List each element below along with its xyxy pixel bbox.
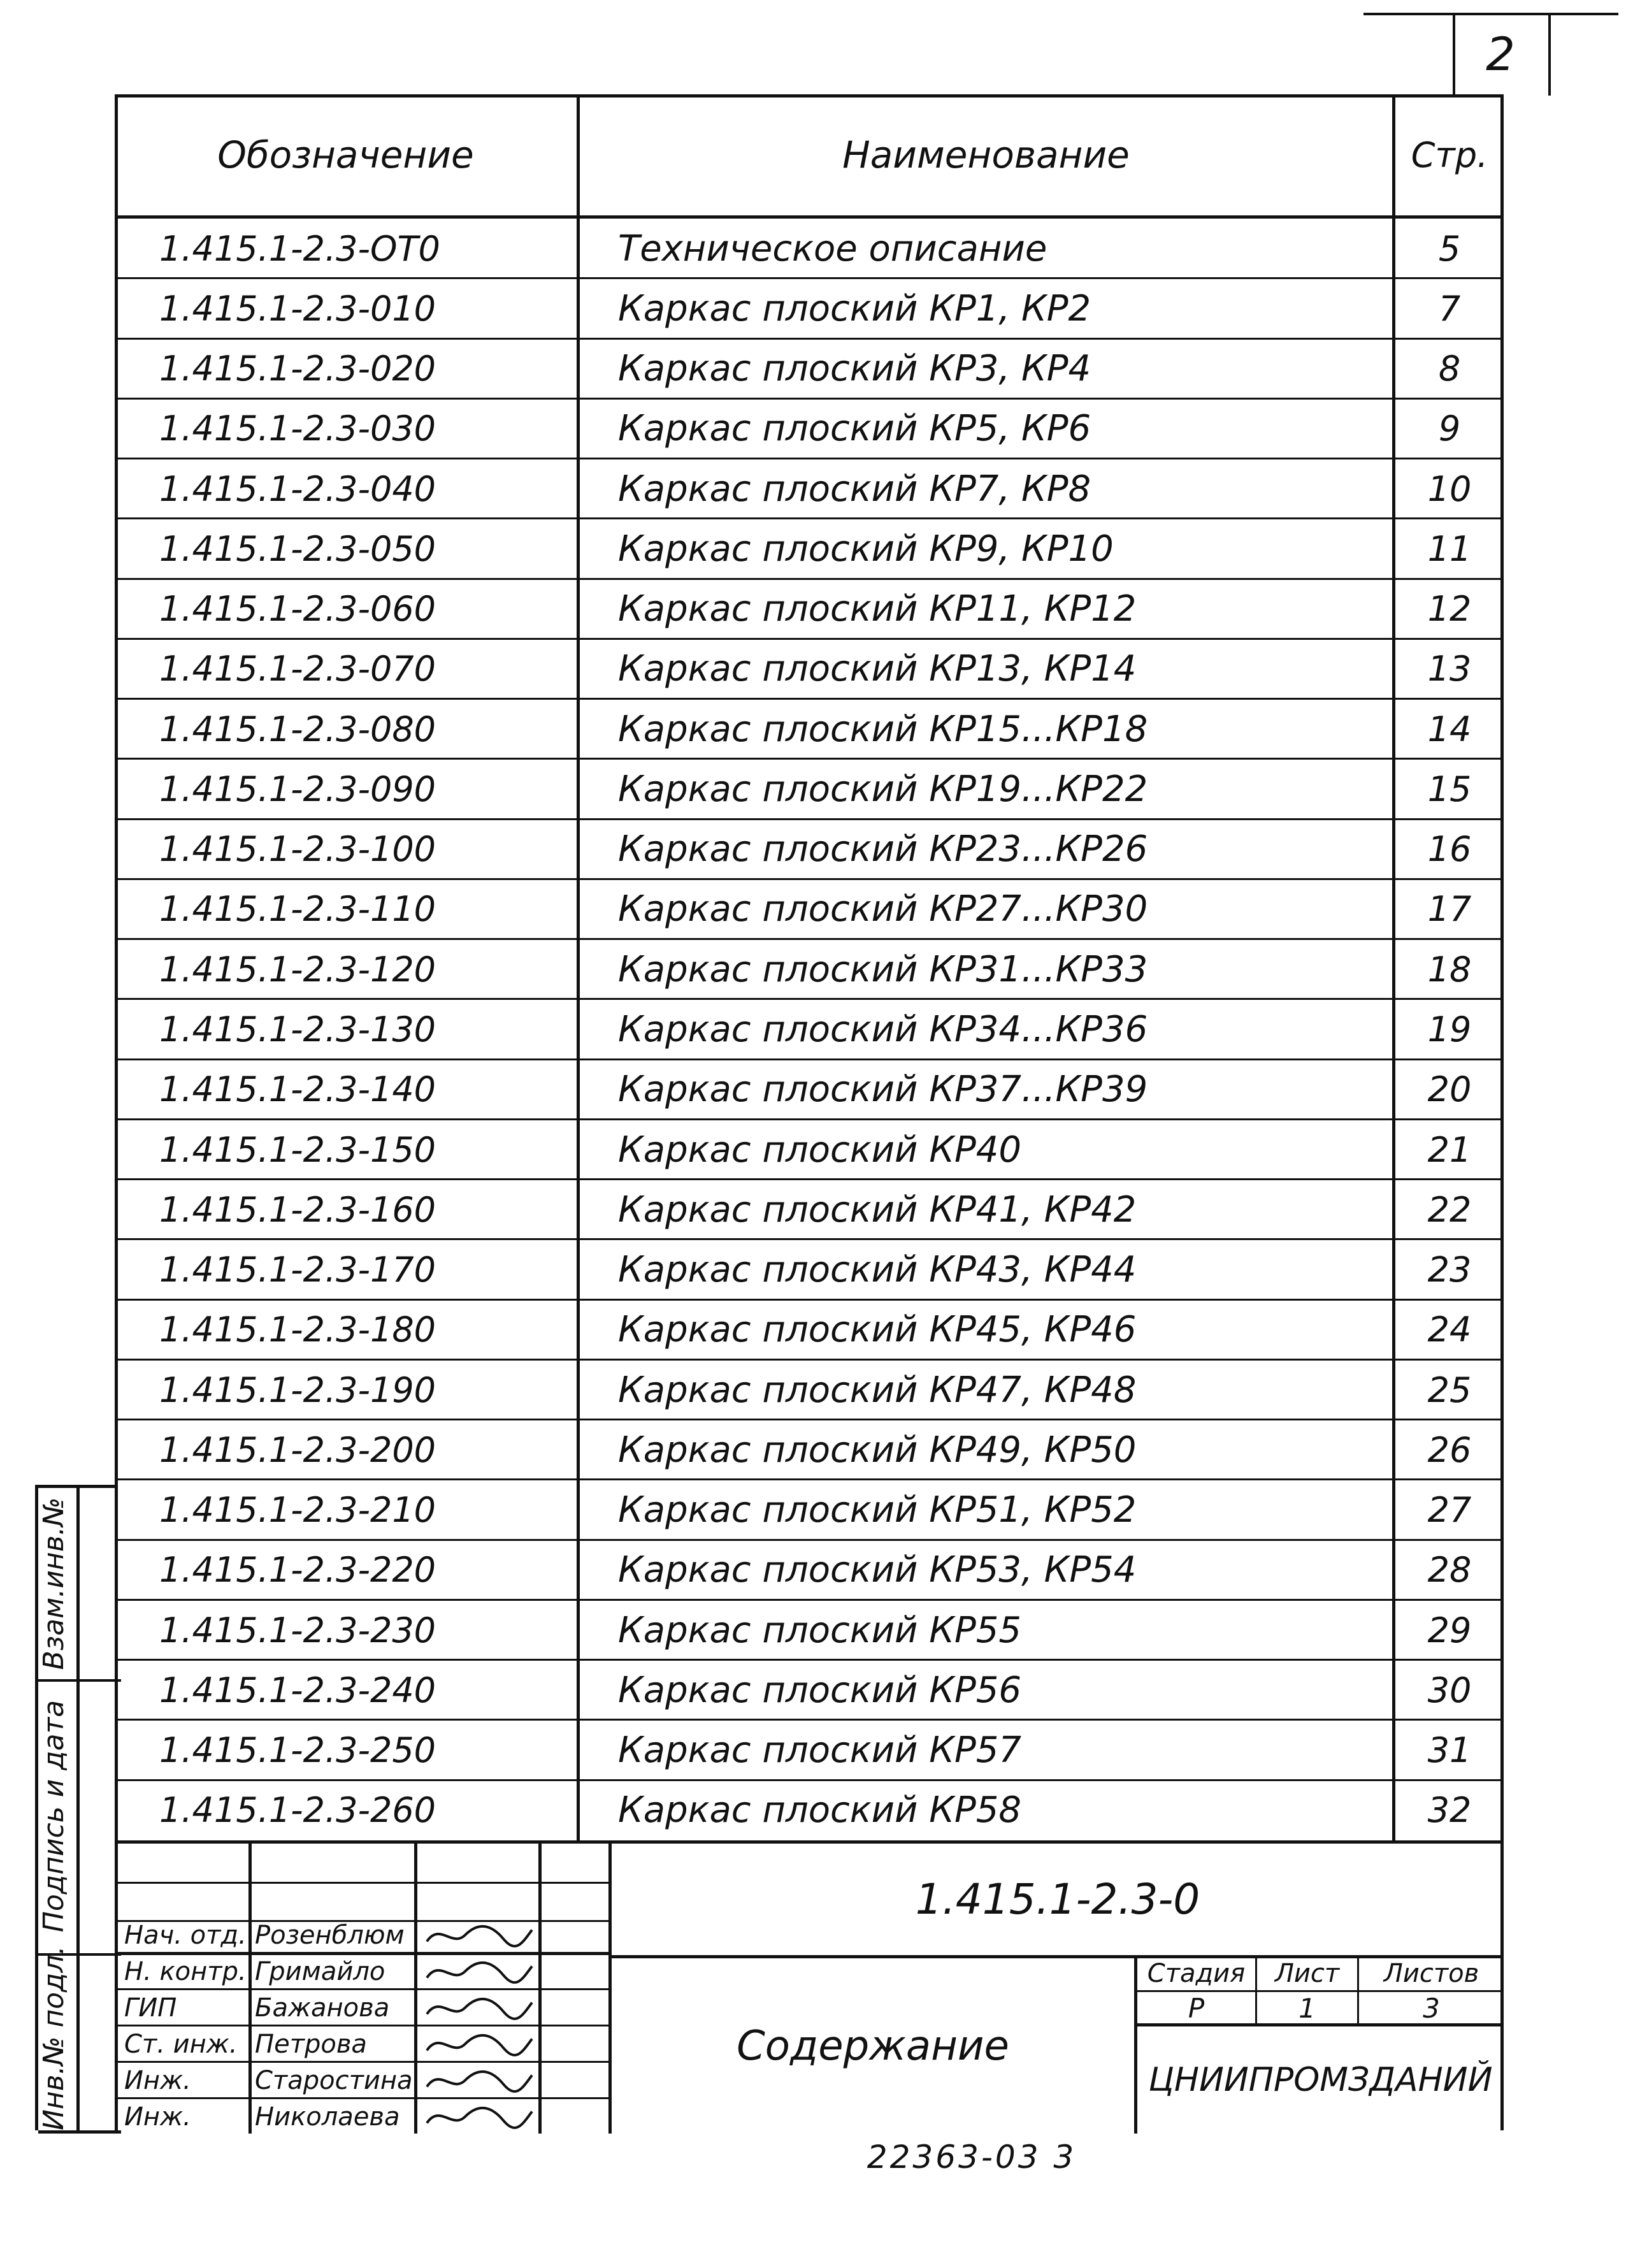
- row-page: 5: [1438, 228, 1461, 269]
- signature-scribble: [421, 1917, 535, 1953]
- row-name: Каркас плоский КР7, КР8: [618, 468, 1091, 510]
- row-page: 28: [1427, 1550, 1472, 1591]
- stage-value: Р: [1188, 1992, 1205, 2024]
- contents-table: [115, 94, 1504, 1840]
- title-block: [115, 1840, 1504, 2130]
- signer-role: Ст. инж.: [124, 2029, 238, 2059]
- row-page: 24: [1427, 1310, 1472, 1350]
- signer-name: Петрова: [255, 2029, 367, 2059]
- footer-code: 22363-03 3: [867, 2139, 1077, 2176]
- signer-role: ГИП: [124, 1993, 177, 2023]
- signers-list: [115, 1917, 612, 2134]
- row-name: Каркас плоский КР31...КР33: [618, 948, 1148, 990]
- replaces-inv-label: Взам.инв.№: [38, 1497, 70, 1670]
- row-designation: 1.415.1-2.3-110: [159, 889, 436, 930]
- row-designation: 1.415.1-2.3-180: [159, 1310, 436, 1350]
- row-page: 15: [1427, 769, 1472, 809]
- row-name: Каркас плоский КР27...КР30: [618, 888, 1148, 930]
- side-stamp: [35, 1485, 118, 2130]
- row-name: Каркас плоский КР40: [618, 1129, 1022, 1171]
- row-name: Каркас плоский КР15...КР18: [618, 708, 1148, 750]
- signature-scribble: [421, 1990, 535, 2026]
- signer-name: Старостина: [255, 2065, 413, 2095]
- column-header-page: Стр.: [1411, 134, 1488, 175]
- row-page: 27: [1427, 1490, 1472, 1531]
- row-name: Каркас плоский КР53, КР54: [618, 1549, 1137, 1591]
- row-designation: 1.415.1-2.3-060: [159, 589, 436, 630]
- row-name: Каркас плоский КР34...КР36: [618, 1008, 1148, 1050]
- row-designation: 1.415.1-2.3-040: [159, 468, 436, 509]
- signer-name: Бажанова: [255, 1993, 390, 2023]
- row-name: Каркас плоский КР51, КР52: [618, 1489, 1137, 1531]
- signer-role: Н. контр.: [124, 1956, 247, 1986]
- row-page: 7: [1438, 288, 1461, 329]
- row-name: Каркас плоский КР1, КР2: [618, 287, 1091, 329]
- row-name: Каркас плоский КР45, КР46: [618, 1309, 1137, 1351]
- column-header-designation: Обозначение: [217, 133, 474, 177]
- sheet-label: Лист: [1274, 1959, 1340, 1988]
- row-designation: 1.415.1-2.3-220: [159, 1550, 436, 1591]
- row-name: Каркас плоский КР3, КР4: [618, 348, 1091, 390]
- signer-role: Нач. отд.: [124, 1920, 247, 1950]
- row-page: 18: [1427, 949, 1472, 990]
- row-page: 20: [1427, 1069, 1472, 1110]
- row-name: Каркас плоский КР9, КР10: [618, 528, 1114, 570]
- stage-label: Стадия: [1147, 1959, 1246, 1988]
- document-code: 1.415.1-2.3-0: [915, 1875, 1200, 1924]
- row-name: Каркас плоский КР49, КР50: [618, 1429, 1137, 1471]
- row-page: 26: [1427, 1429, 1472, 1470]
- row-designation: 1.415.1-2.3-250: [159, 1730, 436, 1771]
- row-designation: 1.415.1-2.3-090: [159, 769, 436, 809]
- row-designation: 1.415.1-2.3-150: [159, 1129, 436, 1170]
- row-designation: 1.415.1-2.3-170: [159, 1250, 436, 1290]
- row-designation: 1.415.1-2.3-030: [159, 408, 436, 449]
- row-name: Каркас плоский КР11, КР12: [618, 588, 1137, 630]
- row-page: 13: [1427, 649, 1472, 690]
- table-body: [115, 219, 1504, 1840]
- row-page: 16: [1427, 829, 1472, 870]
- row-name: Техническое описание: [618, 228, 1047, 270]
- row-designation: 1.415.1-2.3-230: [159, 1610, 436, 1650]
- row-page: 25: [1427, 1369, 1472, 1410]
- row-page: 10: [1427, 468, 1472, 509]
- document-title: Содержание: [737, 2022, 1009, 2070]
- row-name: Каркас плоский КР41, КР42: [618, 1188, 1137, 1231]
- signer-role: Инж.: [124, 2102, 191, 2132]
- signer-role: Инж.: [124, 2065, 191, 2095]
- sheet-value: 1: [1299, 1992, 1316, 2024]
- row-designation: 1.415.1-2.3-160: [159, 1189, 436, 1230]
- signer-name: Розенблюм: [255, 1920, 405, 1950]
- row-page: 19: [1427, 1009, 1472, 1050]
- row-page: 32: [1427, 1790, 1472, 1831]
- row-designation: 1.415.1-2.3-190: [159, 1369, 436, 1410]
- sheets-value: 3: [1423, 1992, 1440, 2024]
- row-designation: 1.415.1-2.3-210: [159, 1490, 436, 1531]
- row-designation: 1.415.1-2.3-010: [159, 288, 436, 329]
- row-designation: 1.415.1-2.3-260: [159, 1790, 436, 1831]
- row-designation: 1.415.1-2.3-130: [159, 1009, 436, 1050]
- row-name: Каркас плоский КР23...КР26: [618, 828, 1148, 870]
- row-page: 29: [1427, 1610, 1472, 1650]
- column-header-name: Наименование: [842, 133, 1130, 177]
- row-designation: 1.415.1-2.3-080: [159, 709, 436, 749]
- row-page: 14: [1427, 709, 1472, 749]
- row-page: 12: [1427, 589, 1472, 630]
- row-designation: 1.415.1-2.3-070: [159, 649, 436, 690]
- row-designation: 1.415.1-2.3-240: [159, 1670, 436, 1710]
- row-page: 11: [1427, 528, 1472, 569]
- signature-scribble: [421, 1953, 535, 1990]
- row-page: 22: [1427, 1189, 1472, 1230]
- row-page: 17: [1427, 889, 1472, 930]
- signer-name: Гримайло: [255, 1956, 385, 1986]
- row-name: Каркас плоский КР47, КР48: [618, 1369, 1137, 1411]
- row-name: Каркас плоский КР5, КР6: [618, 408, 1091, 450]
- row-designation: 1.415.1-2.3-050: [159, 528, 436, 569]
- row-page: 21: [1427, 1129, 1472, 1170]
- row-name: Каркас плоский КР55: [618, 1609, 1022, 1651]
- inv-original-label: Инв.№ подл.: [38, 1946, 70, 2130]
- row-designation: 1.415.1-2.3-100: [159, 829, 436, 870]
- row-designation: 1.415.1-2.3-140: [159, 1069, 436, 1110]
- signature-date-label: Подпись и дата: [38, 1700, 70, 1933]
- signature-scribble: [421, 2062, 535, 2098]
- organization-name: ЦНИИПРОМЗДАНИЙ: [1148, 2061, 1493, 2099]
- row-page: 30: [1427, 1670, 1472, 1710]
- signature-scribble: [421, 2098, 535, 2135]
- row-name: Каркас плоский КР43, КР44: [618, 1249, 1137, 1291]
- signature-scribble: [421, 2026, 535, 2062]
- row-name: Каркас плоский КР56: [618, 1669, 1022, 1711]
- sheet-number: 2: [1486, 27, 1515, 81]
- row-name: Каркас плоский КР58: [618, 1789, 1022, 1831]
- row-page: 8: [1438, 349, 1461, 389]
- row-name: Каркас плоский КР37...КР39: [618, 1069, 1148, 1111]
- row-designation: 1.415.1-2.3-120: [159, 949, 436, 990]
- row-page: 23: [1427, 1250, 1472, 1290]
- row-name: Каркас плоский КР13, КР14: [618, 648, 1137, 690]
- row-designation: 1.415.1-2.3-ОТ0: [159, 228, 440, 269]
- row-name: Каркас плоский КР19...КР22: [618, 768, 1148, 810]
- signer-name: Николаева: [255, 2102, 400, 2132]
- row-page: 31: [1427, 1730, 1472, 1771]
- row-designation: 1.415.1-2.3-020: [159, 349, 436, 389]
- row-name: Каркас плоский КР57: [618, 1730, 1022, 1772]
- row-designation: 1.415.1-2.3-200: [159, 1429, 436, 1470]
- sheets-label: Листов: [1383, 1959, 1479, 1988]
- row-page: 9: [1438, 408, 1461, 449]
